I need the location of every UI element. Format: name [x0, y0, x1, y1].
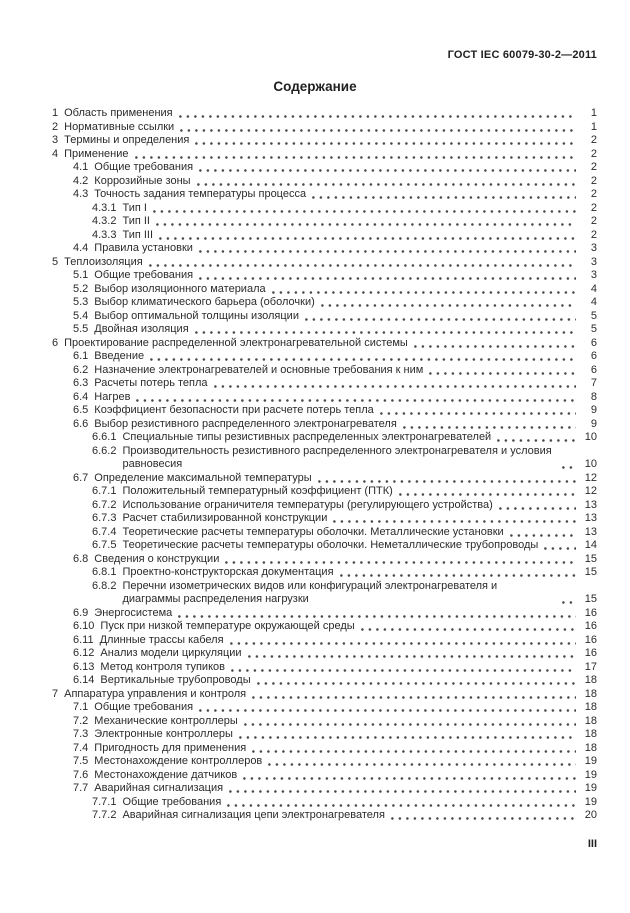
toc-entry-page: 18 — [584, 728, 597, 740]
toc-entry — [52, 620, 597, 634]
toc-entry — [52, 364, 597, 378]
toc-entry-number: 5.4 — [73, 309, 89, 322]
page-title: Содержание — [273, 79, 357, 94]
toc-entry-page: 16 — [584, 633, 597, 646]
toc-entry-label: Электронные контроллеры — [94, 728, 233, 740]
toc-entry-label: Вертикальные трубопроводы — [100, 674, 251, 686]
dot-leader — [230, 642, 576, 645]
toc-entry-number: 7.4 — [73, 741, 89, 754]
toc-entry-label: Аварийная сигнализация цепи электронагревателя — [122, 809, 385, 821]
toc-entry-label: Расчет стабилизированной конструкции — [122, 512, 328, 524]
toc-entry-label: Проектирование распределенной электронагревательной системы — [64, 336, 408, 349]
toc-entry-label: Расчеты потерь тепла — [94, 377, 208, 389]
toc-entry-label: Анализ модели циркуляции — [100, 647, 242, 659]
toc-entry — [52, 715, 597, 729]
dot-leader — [225, 561, 576, 564]
dot-leader — [135, 156, 576, 159]
toc-entry-page: 8 — [590, 390, 597, 403]
toc-entry-number: 2 — [52, 120, 59, 133]
toc-entry-label: Выбор климатического барьера (оболочки) — [94, 296, 315, 308]
toc-entry-page: 6 — [590, 336, 597, 349]
toc-entry — [52, 337, 597, 351]
toc-entry-number: 5.3 — [73, 296, 89, 308]
toc-entry — [52, 580, 597, 607]
toc-entry-number: 4.4 — [73, 242, 89, 254]
toc-entry-page: 19 — [584, 755, 597, 767]
dot-leader — [399, 493, 576, 496]
toc-entry — [52, 809, 597, 823]
dot-leader — [252, 696, 576, 699]
toc-entry-page: 2 — [590, 174, 597, 187]
toc-entry-number: 5.5 — [73, 323, 89, 335]
toc-entry-number: 6.4 — [73, 390, 89, 403]
toc-entry-label: Область применения — [64, 107, 173, 119]
toc-entry — [52, 445, 597, 472]
toc-entry — [52, 647, 597, 661]
toc-entry-label: Нормативные ссылки — [64, 120, 175, 133]
toc-entry-label: Общие требования — [94, 161, 194, 173]
folio-page-number: III — [587, 838, 597, 850]
toc-entry-number: 4 — [52, 147, 59, 160]
toc-entry-number: 6.7 — [73, 471, 89, 484]
toc-entry-number: 6.7.4 — [92, 525, 117, 538]
toc-entry-label: Использование ограничителя температуры (регулирующего устройства) — [122, 498, 493, 511]
toc-entry-number: 6.6.1 — [92, 431, 117, 443]
toc-entry-label: Энергосистема — [94, 606, 173, 619]
toc-entry — [52, 323, 597, 337]
toc-entry-label: Местонахождение контроллеров — [94, 755, 263, 767]
toc-entry — [52, 566, 597, 580]
toc-entry-label: Местонахождение датчиков — [94, 768, 238, 781]
toc-entry-label: Теоретические расчеты температуры оболочки. Металлические установки — [122, 525, 504, 538]
toc-entry-label: Нагрев — [94, 390, 131, 403]
dot-leader — [252, 750, 576, 753]
toc-entry-page: 7 — [590, 377, 597, 389]
toc-entry-page: 4 — [590, 296, 597, 308]
dot-leader — [248, 655, 576, 658]
toc-entry — [52, 607, 597, 621]
dot-leader — [562, 466, 576, 469]
toc-entry-number: 6.6 — [73, 417, 89, 430]
toc-entry-number: 7.7 — [73, 782, 89, 794]
toc-entry-label: Общие требования — [94, 701, 194, 713]
toc-entry-page: 10 — [584, 431, 597, 443]
dot-leader — [229, 790, 576, 793]
toc-entry-page: 13 — [584, 525, 597, 538]
dot-leader — [199, 277, 576, 280]
toc-entry — [52, 539, 597, 553]
toc-entry — [52, 701, 597, 715]
dot-leader — [321, 304, 576, 307]
toc-entry-number: 3 — [52, 134, 59, 146]
toc-entry-number: 5 — [52, 255, 59, 268]
toc-entry-number: 4.3.1 — [92, 201, 117, 214]
toc-entry — [52, 728, 597, 742]
dot-leader — [429, 372, 576, 375]
toc-entry-label: Метод контроля тупиков — [100, 660, 225, 673]
dot-leader — [243, 777, 576, 780]
toc-entry-number: 6.8.2 — [92, 579, 117, 592]
toc-entry-number: 4.3.3 — [92, 228, 117, 241]
dot-leader — [195, 142, 576, 145]
toc-entry-number: 7.7.2 — [92, 809, 117, 821]
toc-entry-page: 16 — [584, 647, 597, 659]
toc-entry-page: 4 — [590, 282, 597, 295]
toc-entry-label: Общие требования — [122, 795, 222, 808]
toc-entry-page: 18 — [584, 714, 597, 727]
toc-entry-number: 1 — [52, 107, 59, 119]
toc-entry-page: 5 — [590, 323, 597, 335]
toc-entry — [52, 472, 597, 486]
toc-entry-number: 6.8 — [73, 552, 89, 565]
toc-entry-page: 2 — [590, 228, 597, 241]
toc-entry — [52, 742, 597, 756]
toc-entry-label: Проектно-конструкторская документация — [122, 566, 334, 578]
toc-entry-number: 6.2 — [73, 363, 89, 376]
dot-leader — [312, 196, 576, 199]
toc-entry-number: 6.7.5 — [92, 539, 117, 551]
toc-entry-label: Правила установки — [94, 242, 193, 254]
toc-entry — [52, 485, 597, 499]
dot-leader — [239, 736, 576, 739]
toc-entry-page: 17 — [584, 660, 597, 673]
toc-entry-label: Аварийная сигнализация — [94, 782, 224, 794]
toc-entry-label: Перечни изометрических видов или конфигураций электронагревателя и диаграммы распределения нагрузки — [122, 579, 498, 605]
toc-entry-page: 2 — [590, 201, 597, 214]
document-number: ГОСТ IEC 60079-30-2—2011 — [447, 49, 597, 61]
toc-entry-page: 12 — [584, 485, 597, 497]
toc-entry-page: 18 — [584, 674, 597, 686]
toc-entry-number: 6.3 — [73, 377, 89, 389]
toc-entry-label: Положительный температурный коэффициент (ПТК) — [122, 485, 393, 497]
toc-entry-label: Аппаратура управления и контроля — [64, 687, 247, 700]
toc-entry-label: Тип II — [122, 215, 150, 227]
toc-entry — [52, 796, 597, 810]
toc-entry — [52, 755, 597, 769]
toc-entry — [52, 296, 597, 310]
dot-leader — [257, 682, 576, 685]
toc-entry-label: Общие требования — [94, 269, 194, 281]
toc-entry — [52, 202, 597, 216]
toc-entry-page: 10 — [584, 458, 597, 470]
toc-entry — [52, 377, 597, 391]
toc-entry-number: 6.11 — [73, 633, 94, 646]
toc-entry — [52, 215, 597, 229]
toc-entry — [52, 188, 597, 202]
dot-leader — [562, 601, 576, 604]
dot-leader — [150, 358, 576, 361]
toc-entry — [52, 769, 597, 783]
toc-entry-label: Определение максимальной температуры — [94, 471, 312, 484]
toc-entry-number: 4.3 — [73, 188, 89, 200]
toc-entry — [52, 161, 597, 175]
toc-entry-label: Производительность резистивного распределенного электронагревателя и условия равновесия — [122, 444, 552, 470]
dot-leader — [244, 723, 576, 726]
toc-entry-page: 15 — [584, 552, 597, 565]
toc-entry-page: 1 — [590, 120, 597, 133]
toc-entry-label: Выбор оптимальной толщины изоляции — [94, 309, 299, 322]
dot-leader — [149, 264, 576, 267]
toc-entry-number: 7.3 — [73, 728, 89, 740]
dot-leader — [178, 615, 576, 618]
toc-entry-number: 6.7.2 — [92, 498, 117, 511]
toc-entry-page: 15 — [584, 593, 597, 605]
toc-entry-number: 6 — [52, 336, 59, 349]
toc-entry-page: 16 — [584, 606, 597, 619]
dot-leader — [318, 480, 576, 483]
toc-entry — [52, 499, 597, 513]
toc-entry-label: Пуск при низкой температуре окружающей среды — [100, 620, 355, 632]
toc-entry — [52, 391, 597, 405]
toc-entry-label: Длинные трассы кабеля — [99, 633, 224, 646]
toc-entry-page: 18 — [584, 687, 597, 700]
toc-entry-number: 4.1 — [73, 161, 89, 173]
toc-entry-page: 9 — [590, 404, 597, 416]
toc-entry-number: 5.1 — [73, 269, 89, 281]
toc-entry-page: 16 — [584, 620, 597, 632]
toc-entry — [52, 553, 597, 567]
toc-entry — [52, 121, 597, 135]
toc-entry-number: 6.7.1 — [92, 485, 117, 497]
toc-entry-number: 7.1 — [73, 701, 89, 713]
toc-entry — [52, 418, 597, 432]
dot-leader — [197, 183, 576, 186]
dot-leader — [231, 669, 576, 672]
toc-entry — [52, 134, 597, 148]
toc-list — [52, 107, 597, 823]
toc-entry — [52, 661, 597, 675]
toc-entry-page: 18 — [584, 701, 597, 713]
toc-entry-page: 6 — [590, 363, 597, 376]
toc-entry-label: Коэффициент безопасности при расчете потерь тепла — [94, 404, 374, 416]
dot-leader — [414, 345, 576, 348]
dot-leader — [180, 129, 576, 132]
toc-entry-page: 15 — [584, 566, 597, 578]
toc-entry — [52, 229, 597, 243]
toc-entry-label: Точность задания температуры процесса — [94, 188, 307, 200]
toc-entry-number: 6.10 — [73, 620, 95, 632]
toc-entry-number: 6.8.1 — [92, 566, 117, 578]
toc-entry-page: 2 — [590, 134, 597, 146]
dot-leader — [380, 412, 576, 415]
dot-leader — [156, 223, 576, 226]
toc-entry-page: 19 — [584, 795, 597, 808]
dot-leader — [199, 709, 576, 712]
dot-leader — [497, 439, 576, 442]
toc-entry-label: Пригодность для применения — [94, 741, 247, 754]
dot-leader — [510, 534, 576, 537]
toc-entry-number: 6.13 — [73, 660, 95, 673]
toc-entry — [52, 526, 597, 540]
toc-entry-page: 3 — [590, 242, 597, 254]
toc-entry-page: 12 — [584, 471, 597, 484]
toc-entry — [52, 674, 597, 688]
toc-entry — [52, 242, 597, 256]
toc-entry-page: 18 — [584, 741, 597, 754]
toc-entry-page: 13 — [584, 498, 597, 511]
toc-entry — [52, 350, 597, 364]
dot-leader — [227, 804, 576, 807]
toc-entry-page: 19 — [584, 782, 597, 794]
dot-leader — [272, 291, 576, 294]
toc-entry-label: Введение — [94, 350, 145, 362]
toc-entry-page: 3 — [590, 255, 597, 268]
toc-entry-page: 1 — [590, 107, 597, 119]
toc-entry-number: 5.2 — [73, 282, 89, 295]
toc-entry-label: Назначение электронагревателей и основные требования к ним — [94, 363, 424, 376]
toc-entry-number: 6.6.2 — [92, 444, 117, 457]
dot-leader — [361, 628, 576, 631]
toc-entry — [52, 256, 597, 270]
toc-entry — [52, 404, 597, 418]
toc-entry-page: 20 — [584, 809, 597, 821]
toc-entry-label: Сведения о конструкции — [94, 552, 220, 565]
toc-entry — [52, 512, 597, 526]
dot-leader — [340, 574, 576, 577]
toc-entry-page: 2 — [590, 147, 597, 160]
toc-entry-page: 2 — [590, 215, 597, 227]
toc-entry-page: 14 — [584, 539, 597, 551]
toc-entry-label: Термины и определения — [64, 134, 190, 146]
toc-entry — [52, 431, 597, 445]
toc-entry-page: 5 — [590, 309, 597, 322]
toc-entry-label: Выбор резистивного распределенного электронагревателя — [94, 417, 397, 430]
toc-entry — [52, 310, 597, 324]
dot-leader — [333, 520, 576, 523]
toc-entry-label: Применение — [64, 147, 129, 160]
toc-entry-label: Теплоизоляция — [64, 255, 143, 268]
toc-entry-number: 7 — [52, 687, 59, 700]
dot-leader — [268, 763, 576, 766]
dot-leader — [544, 547, 576, 550]
dot-leader — [305, 318, 576, 321]
dot-leader — [136, 399, 576, 402]
toc-entry-label: Коррозийные зоны — [94, 174, 191, 187]
toc-entry-number: 7.6 — [73, 768, 89, 781]
toc-entry — [52, 269, 597, 283]
toc-entry-label: Двойная изоляция — [94, 323, 189, 335]
toc-entry-label: Тип I — [122, 201, 147, 214]
dot-leader — [499, 507, 576, 510]
toc-entry — [52, 148, 597, 162]
dot-leader — [179, 115, 576, 118]
toc-entry-number: 6.5 — [73, 404, 89, 416]
dot-leader — [199, 250, 576, 253]
dot-leader — [195, 331, 576, 334]
toc-entry-page: 13 — [584, 512, 597, 524]
toc-entry-label: Теоретические расчеты температуры оболочки. Неметаллические трубопроводы — [122, 539, 539, 551]
toc-entry-label: Тип III — [122, 228, 154, 241]
toc-entry-number: 6.7.3 — [92, 512, 117, 524]
toc-entry — [52, 107, 597, 121]
dot-leader — [153, 210, 576, 213]
dot-leader — [159, 237, 576, 240]
dot-leader — [391, 817, 576, 820]
toc-entry-page: 9 — [590, 417, 597, 430]
toc-entry-number: 4.2 — [73, 174, 89, 187]
toc-entry — [52, 283, 597, 297]
dot-leader — [403, 426, 576, 429]
toc-entry-page: 6 — [590, 350, 597, 362]
toc-entry-page: 3 — [590, 269, 597, 281]
toc-entry-number: 6.12 — [73, 647, 95, 659]
toc-entry-page: 19 — [584, 768, 597, 781]
toc-entry-label: Механические контроллеры — [94, 714, 238, 727]
toc-entry-number: 6.9 — [73, 606, 89, 619]
toc-entry-number: 4.3.2 — [92, 215, 117, 227]
toc-entry-page: 2 — [590, 188, 597, 200]
toc-entry-label: Выбор изоляционного материала — [94, 282, 266, 295]
toc-entry-number: 7.5 — [73, 755, 89, 767]
toc-entry — [52, 688, 597, 702]
toc-entry-label: Специальные типы резистивных распределенных электронагревателей — [122, 431, 492, 443]
toc-entry — [52, 634, 597, 648]
toc-entry — [52, 175, 597, 189]
toc-entry-number: 7.2 — [73, 714, 89, 727]
dot-leader — [214, 385, 576, 388]
dot-leader — [199, 169, 576, 172]
toc-entry-number: 7.7.1 — [92, 795, 117, 808]
toc-entry-number: 6.14 — [73, 674, 95, 686]
toc-entry — [52, 782, 597, 796]
toc-entry-number: 6.1 — [73, 350, 89, 362]
toc-entry-page: 2 — [590, 161, 597, 173]
